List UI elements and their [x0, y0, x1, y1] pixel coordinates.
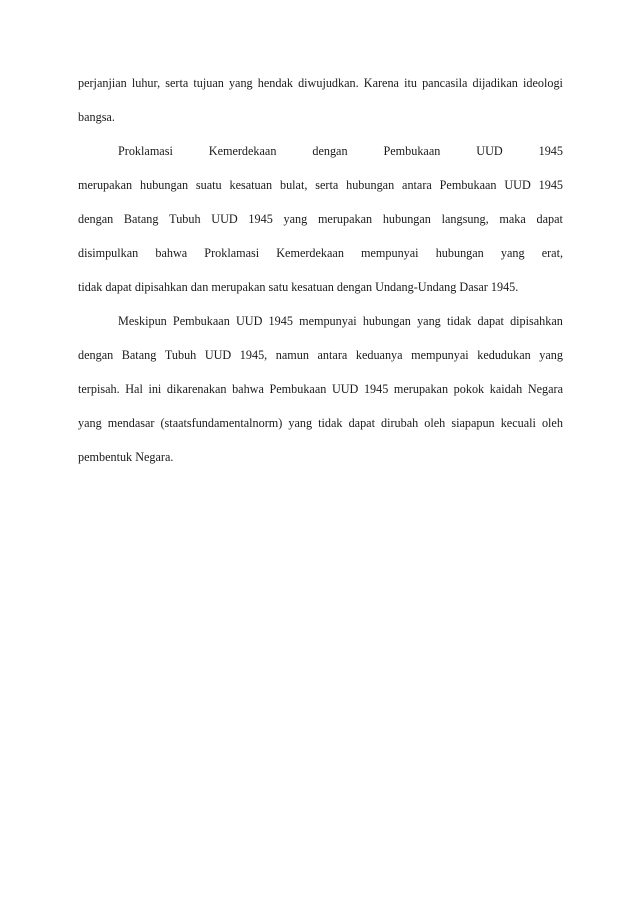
word: kecuali: [500, 416, 536, 430]
word: mendasar: [107, 416, 155, 430]
body-text: [78, 66, 563, 474]
word: Kemerdekaan: [208, 144, 277, 158]
word: suatu: [195, 178, 222, 192]
word: hubungan: [346, 178, 395, 192]
word: kedudukan: [477, 348, 531, 362]
word: UUD: [235, 314, 263, 328]
word: kaidah: [489, 382, 523, 396]
word: dirubah: [381, 416, 419, 430]
word: Tubuh: [169, 212, 201, 226]
word: langsung,: [441, 212, 489, 226]
word: yang: [288, 416, 313, 430]
word: (staatsfundamentalnorm): [160, 416, 283, 430]
text-line: [78, 134, 563, 168]
word: merupakan: [78, 178, 133, 192]
word: dapat: [348, 416, 375, 430]
word: Pembukaan: [383, 144, 441, 158]
word: namun: [275, 348, 309, 362]
word: maka: [499, 212, 526, 226]
word: yang: [78, 416, 102, 430]
word: UUD: [211, 212, 238, 226]
text-line: [78, 406, 563, 440]
word: dapat: [536, 212, 563, 226]
word: hubungan: [435, 246, 484, 260]
word: 1945: [363, 382, 389, 396]
word: 1945: [268, 314, 293, 328]
word: hendak: [257, 76, 293, 90]
word: mempunyai: [361, 246, 419, 260]
text-line: bangsa.: [78, 110, 115, 124]
word: serta: [165, 76, 189, 90]
word: Batang: [123, 212, 159, 226]
word: Proklamasi: [204, 246, 260, 260]
word: yang: [417, 314, 441, 328]
word: dengan: [78, 212, 114, 226]
word: hubungan: [140, 178, 189, 192]
word: Batang: [121, 348, 157, 362]
word: tidak: [318, 416, 343, 430]
word: 1945: [248, 212, 273, 226]
word: 1945,: [239, 348, 268, 362]
word: bulat,: [279, 178, 308, 192]
word: keduanya: [355, 348, 403, 362]
word: merupakan: [393, 382, 449, 396]
text-line: [78, 372, 563, 406]
word: UUD: [504, 178, 531, 192]
word: pancasila: [422, 76, 468, 90]
word: Kemerdekaan: [276, 246, 344, 260]
word: Hal: [125, 382, 143, 396]
text-line: [78, 168, 563, 202]
word: erat,: [541, 246, 563, 260]
word: dengan: [78, 348, 114, 362]
word: dengan: [312, 144, 348, 158]
word: yang: [283, 212, 308, 226]
word: antara: [402, 178, 432, 192]
word: serta: [315, 178, 339, 192]
text-line: [78, 202, 563, 236]
word: yang: [500, 246, 525, 260]
word: Pembukaan: [269, 382, 327, 396]
word: tidak: [446, 314, 472, 328]
word: Proklamasi: [118, 144, 173, 158]
word: terpisah.: [78, 382, 120, 396]
word: UUD: [331, 382, 359, 396]
word: dikarenakan: [166, 382, 227, 396]
word: yang: [228, 76, 253, 90]
text-line: [78, 304, 563, 338]
word: merupakan: [317, 212, 373, 226]
word: bahwa: [232, 382, 264, 396]
text-line: [78, 236, 563, 270]
word: diwujudkan.: [298, 76, 359, 90]
word: mempunyai: [299, 314, 357, 328]
word: kesatuan: [229, 178, 273, 192]
word: dijadikan: [472, 76, 518, 90]
word: Negara: [527, 382, 563, 396]
text-line: [78, 66, 563, 100]
text-line: [78, 338, 563, 372]
word: dapat: [477, 314, 504, 328]
word: hubungan: [382, 212, 431, 226]
word: Pembukaan: [172, 314, 230, 328]
word: oleh: [424, 416, 446, 430]
word: pokok: [453, 382, 485, 396]
word: ini: [148, 382, 162, 396]
text-line: tidak dapat dipisahkan dan merupakan satu kesatuan dengan Undang-Undang Dasar 1945.: [78, 280, 519, 294]
word: disimpulkan: [78, 246, 139, 260]
word: dipisahkan: [510, 314, 563, 328]
word: luhur,: [131, 76, 161, 90]
word: hubungan: [362, 314, 411, 328]
word: tujuan: [193, 76, 224, 90]
word: Meskipun: [118, 314, 167, 328]
word: Tubuh: [164, 348, 197, 362]
word: antara: [317, 348, 348, 362]
word: bahwa: [155, 246, 188, 260]
word: perjanjian: [78, 76, 127, 90]
word: mempunyai: [411, 348, 469, 362]
word: Pembukaan: [439, 178, 497, 192]
word: oleh: [541, 416, 563, 430]
word: UUD: [476, 144, 503, 158]
word: 1945: [538, 144, 563, 158]
word: Karena: [363, 76, 399, 90]
word: 1945: [538, 178, 563, 192]
word: ideologi: [522, 76, 563, 90]
word: yang: [539, 348, 563, 362]
word: itu: [404, 76, 417, 90]
text-line: pembentuk Negara.: [78, 450, 174, 464]
word: siapapun: [451, 416, 495, 430]
word: UUD: [204, 348, 232, 362]
